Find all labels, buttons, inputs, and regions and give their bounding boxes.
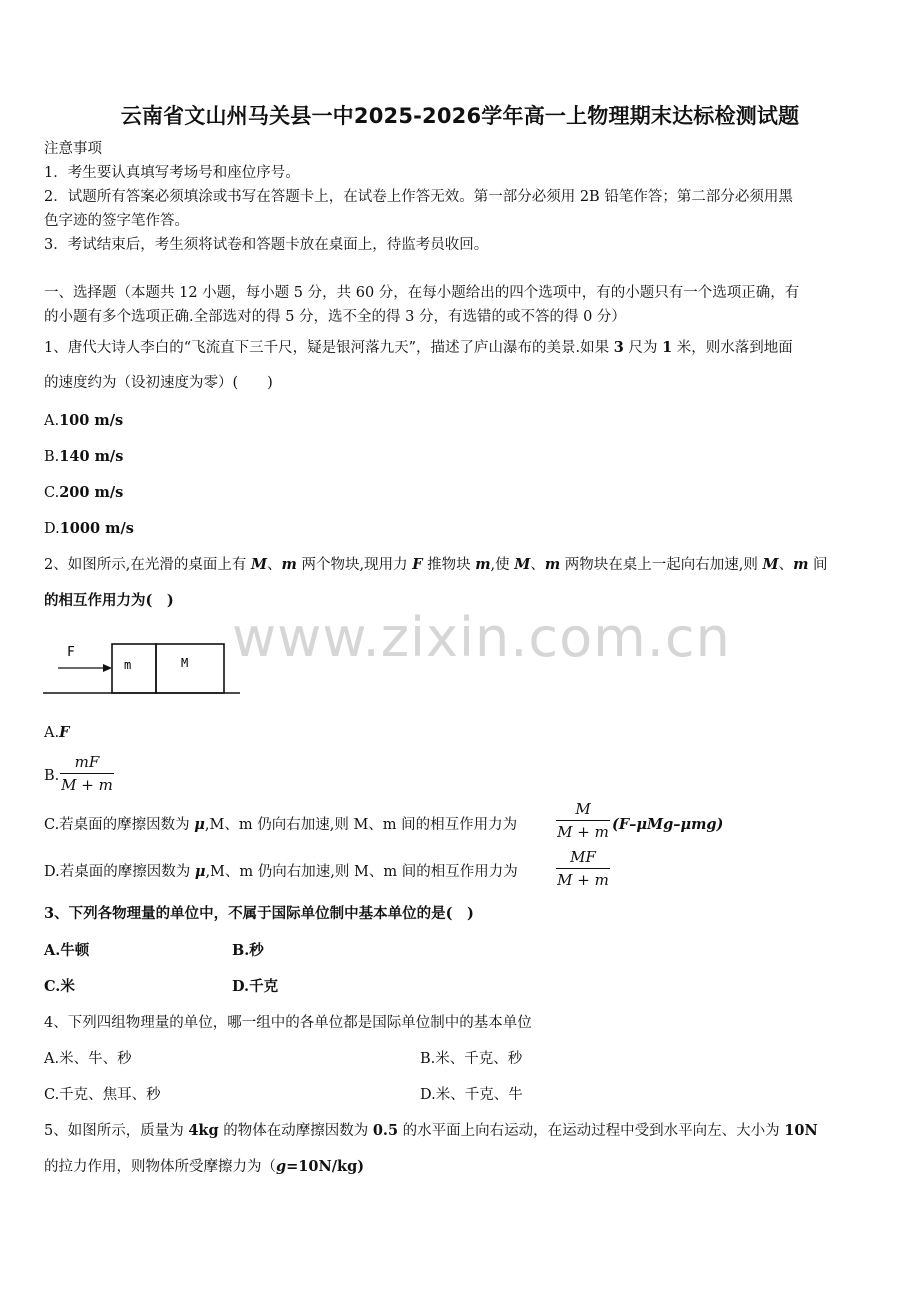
q1-option-a[interactable]: A.100 m/s bbox=[44, 412, 124, 429]
q2-option-b-fraction: mF M + m bbox=[61, 753, 113, 794]
q2-option-d[interactable]: D.若桌面的摩擦因数为 μ,M、m 仍向右加速,则 M、m 间的相互作用力为 bbox=[44, 863, 518, 880]
q2-figure bbox=[40, 636, 246, 700]
q2-option-c-tail: (F–μMg–μmg) bbox=[612, 816, 724, 833]
q4-stem: 4、下列四组物理量的单位，哪一组中的各单位都是国际单位制中的基本单位 bbox=[44, 1015, 532, 1031]
block-M-label: M bbox=[181, 656, 189, 670]
q2-option-c[interactable]: C.若桌面的摩擦因数为 μ,M、m 仍向右加速,则 M、m 间的相互作用力为 bbox=[44, 816, 518, 833]
notice-item-3: 3．考试结束后，考生须将试卷和答题卡放在桌面上，待监考员收回。 bbox=[44, 237, 489, 253]
q4-option-a[interactable]: A.米、牛、秒 bbox=[44, 1051, 132, 1067]
q5-stem-line-1: 5、如图所示，质量为 4kg 的物体在动摩擦因数为 0.5 的水平面上向右运动，在运动过程中受到水平向左、大小为 10N bbox=[44, 1122, 818, 1139]
block-m bbox=[112, 644, 156, 693]
q1-option-d[interactable]: D.1000 m/s bbox=[44, 520, 134, 537]
notice-item-1: 1．考生要认真填写考场号和座位序号。 bbox=[44, 165, 300, 181]
q2-option-b[interactable]: B. bbox=[44, 768, 60, 784]
block-M bbox=[156, 644, 224, 693]
q5-stem-line-2: 的拉力作用，则物体所受摩擦力为（g=10N/kg) bbox=[44, 1158, 365, 1175]
q4-option-b[interactable]: B.米、千克、秒 bbox=[420, 1051, 523, 1067]
q3-option-c[interactable]: C.米 bbox=[44, 978, 75, 995]
q1-option-c[interactable]: C.200 m/s bbox=[44, 484, 124, 501]
q1-option-b[interactable]: B.140 m/s bbox=[44, 448, 124, 465]
q2-option-a[interactable]: A.F bbox=[44, 724, 70, 741]
notice-heading: 注意事项 bbox=[44, 141, 102, 157]
q1-stem-line-1: 1、唐代大诗人李白的“飞流直下三千尺，疑是银河落九天”，描述了庐山瀑布的美景.如果 3 尺为 1 米，则水落到地面 bbox=[44, 339, 793, 356]
q3-option-d[interactable]: D.千克 bbox=[232, 978, 279, 995]
q2-stem-line-1: 2、如图所示,在光滑的桌面上有 M、m 两个物块,现用力 F 推物块 m,使 M、m 两物块在桌上一起向右加速,则 M、m 间 bbox=[44, 556, 828, 573]
q4-option-c[interactable]: C.千克、焦耳、秒 bbox=[44, 1087, 161, 1103]
q3-stem: 3、下列各物理量的单位中，不属于国际单位制中基本单位的是( ) bbox=[44, 905, 474, 922]
q2-option-d-fraction: MF M + m bbox=[557, 848, 609, 889]
q3-option-b[interactable]: B.秒 bbox=[232, 942, 264, 959]
q3-option-a[interactable]: A.牛顿 bbox=[44, 942, 90, 959]
notice-item-2-line-1: 2．试题所有答案必须填涂或书写在答题卡上，在试卷上作答无效。第一部分必须用 2B 铅笔作答；第二部分必须用黑 bbox=[44, 189, 793, 205]
q2-stem-line-2: 的相互作用力为( ) bbox=[44, 592, 174, 609]
section-1-line-2: 的小题有多个选项正确.全部选对的得 5 分，选不全的得 3 分，有选错的或不答的得 0 分） bbox=[44, 309, 626, 325]
block-m-label: m bbox=[124, 658, 132, 672]
notice-item-2-line-2: 色字迹的签字笔作答。 bbox=[44, 213, 189, 229]
watermark: www.zixin.com.cn bbox=[232, 606, 731, 669]
force-arrow-head bbox=[103, 664, 112, 672]
q4-option-d[interactable]: D.米、千克、牛 bbox=[420, 1087, 523, 1103]
q2-option-c-fraction: M M + m bbox=[557, 800, 609, 841]
section-1-line-1: 一、选择题（本题共 12 小题，每小题 5 分，共 60 分，在每小题给出的四个选项中，有的小题只有一个选项正确，有 bbox=[44, 285, 800, 301]
force-label: F bbox=[67, 645, 75, 660]
page-title: 云南省文山州马关县一中2025-2026学年高一上物理期末达标检测试题 bbox=[120, 104, 800, 128]
q1-stem-line-2: 的速度约为（设初速度为零）( ) bbox=[44, 375, 273, 391]
